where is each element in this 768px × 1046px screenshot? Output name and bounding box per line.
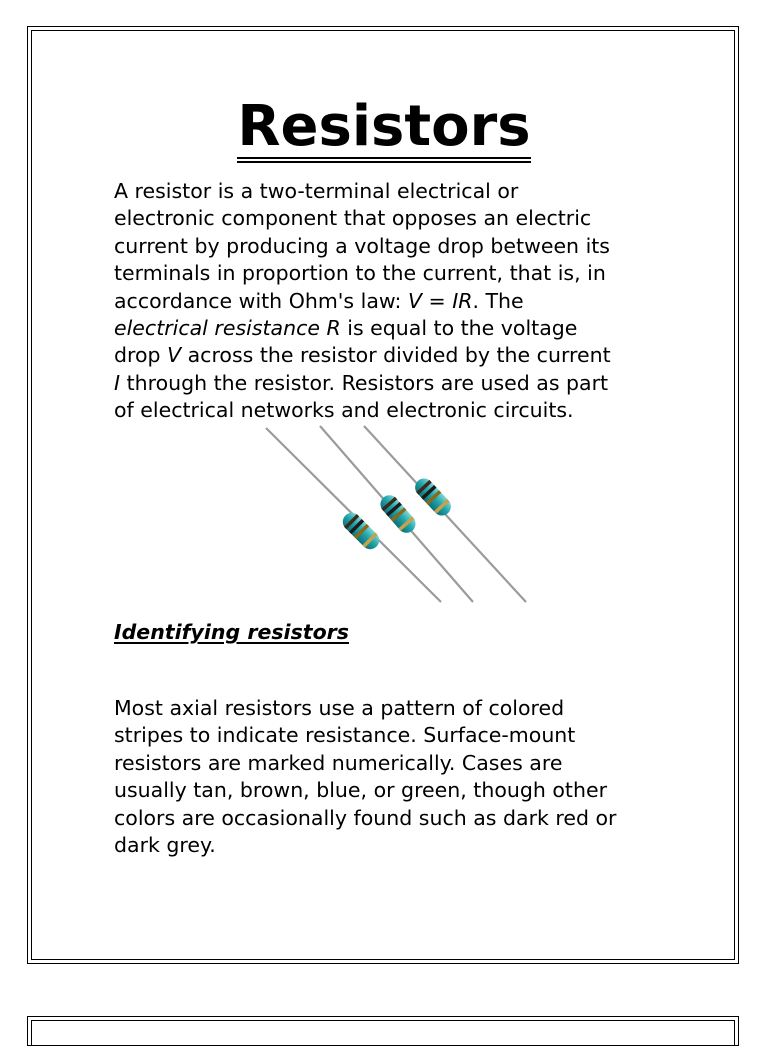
text-run: colors are occasionally found such as dark red or — [114, 805, 617, 830]
italic-text-run: V — [407, 288, 422, 313]
text-run: Most axial resistors use a pattern of colored — [114, 696, 565, 720]
text-run: electronic component that opposes an electric — [114, 206, 592, 231]
text-line — [114, 722, 684, 749]
text-run: usually tan, brown, blue, or green, though other — [114, 778, 607, 803]
italic-text-run: I — [114, 370, 121, 395]
text-line — [114, 288, 684, 315]
section-heading: Identifying resistors — [114, 620, 349, 644]
text-line — [114, 315, 684, 342]
text-run: across the resistor divided by the current — [181, 343, 611, 368]
text-run: = — [421, 288, 453, 313]
next-page-frame — [27, 1016, 739, 1046]
page-title — [0, 92, 768, 162]
text-run: through the resistor. Resistors are used as part — [120, 370, 609, 395]
page-title-text: Resistors — [237, 94, 531, 159]
body-paragraph — [114, 695, 684, 859]
text-run: A resistor is a two-terminal electrical or — [114, 179, 519, 203]
text-line — [114, 750, 684, 777]
text-line — [114, 397, 684, 424]
italic-text-run: IR — [452, 288, 473, 313]
text-line — [114, 233, 684, 260]
text-line — [114, 695, 684, 722]
text-run: current by producing a voltage drop between its — [114, 233, 610, 258]
resistor-1 — [266, 428, 441, 602]
text-run: of electrical networks and electronic circuits. — [114, 398, 574, 423]
italic-text-run: V — [167, 343, 182, 368]
text-run: is equal to the voltage — [340, 316, 578, 341]
resistors-image — [256, 424, 536, 604]
text-line — [114, 805, 684, 832]
text-line — [114, 178, 684, 205]
text-run: drop — [114, 343, 168, 368]
text-run: dark grey. — [114, 833, 216, 858]
text-run: . The — [472, 288, 524, 313]
text-line — [114, 370, 684, 397]
text-run: resistors are marked numerically. Cases are — [114, 750, 563, 775]
intro-paragraph — [114, 178, 684, 425]
text-run: stripes to indicate resistance. Surface-mount — [114, 723, 576, 748]
italic-text-run: electrical resistance R — [114, 316, 341, 341]
text-line — [114, 260, 684, 287]
text-line — [114, 342, 684, 369]
text-run: accordance with Ohm's law: — [114, 288, 408, 313]
text-line — [114, 777, 684, 804]
text-run: terminals in proportion to the current, that is, in — [114, 261, 606, 286]
resistor-2 — [320, 426, 473, 602]
text-line — [114, 205, 684, 232]
text-line — [114, 832, 684, 859]
